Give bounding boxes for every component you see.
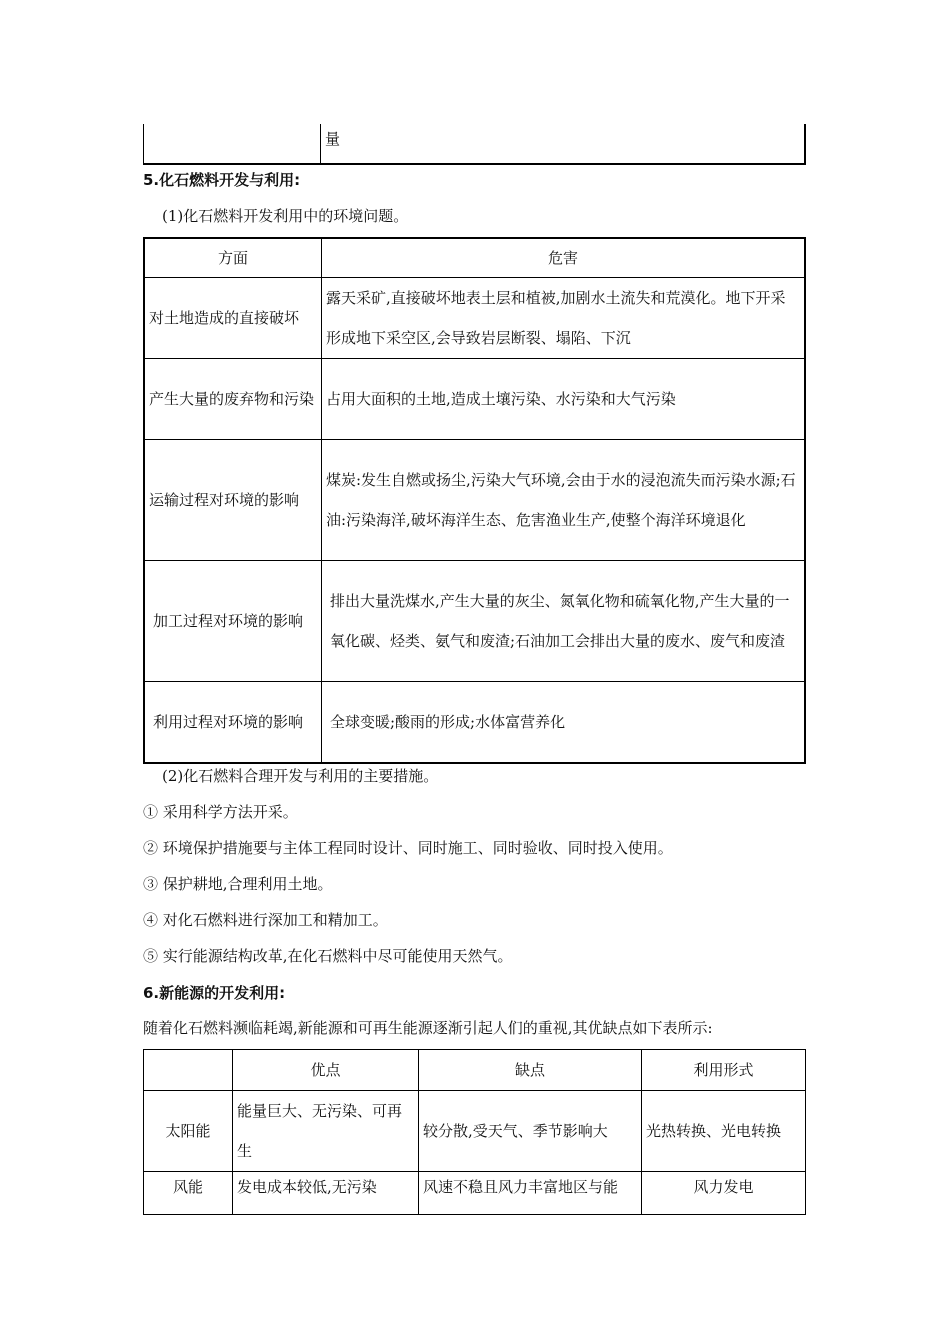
table-row bbox=[144, 1172, 806, 1215]
header-empty bbox=[144, 1050, 233, 1091]
section5-heading: 5.化石燃料开发与利用: bbox=[143, 171, 301, 189]
harm-cell: 全球变暖;酸雨的形成;水体富营养化 bbox=[322, 682, 806, 764]
table-header-row bbox=[144, 1050, 806, 1091]
header-use: 利用形式 bbox=[642, 1050, 806, 1091]
table-header-row bbox=[144, 238, 805, 278]
table-row bbox=[144, 278, 805, 359]
header-cons: 缺点 bbox=[419, 1050, 642, 1091]
table-cell bbox=[144, 124, 321, 164]
table-row bbox=[144, 682, 805, 764]
aspect-cell: 利用过程对环境的影响 bbox=[144, 682, 322, 764]
cons-cell: 风速不稳且风力丰富地区与能 bbox=[419, 1172, 642, 1215]
measure-item: ④ 对化石燃料进行深加工和精加工。 bbox=[143, 911, 388, 929]
header-aspect: 方面 bbox=[144, 238, 322, 278]
aspect-cell: 产生大量的废弃物和污染 bbox=[144, 359, 322, 440]
aspect-cell: 对土地造成的直接破坏 bbox=[144, 278, 322, 359]
table-row bbox=[144, 440, 805, 561]
table-row bbox=[144, 561, 805, 682]
section6-intro: 随着化石燃料濒临耗竭,新能源和可再生能源逐渐引起人们的重视,其优缺点如下表所示: bbox=[143, 1019, 713, 1037]
environment-issues-table bbox=[143, 237, 806, 764]
table-row bbox=[144, 124, 806, 164]
harm-cell: 占用大面积的土地,造成土壤污染、水污染和大气污染 bbox=[322, 359, 806, 440]
measure-item: ① 采用科学方法开采。 bbox=[143, 803, 298, 821]
pros-cell: 能量巨大、无污染、可再生 bbox=[233, 1091, 419, 1172]
new-energy-table bbox=[143, 1049, 806, 1215]
aspect-cell: 加工过程对环境的影响 bbox=[144, 561, 322, 682]
harm-cell: 煤炭:发生自燃或扬尘,污染大气环境,会由于水的浸泡流失而污染水源;石油:污染海洋,破坏海洋生态、危害渔业生产,使整个海洋环境退化 bbox=[322, 440, 806, 561]
use-cell: 光热转换、光电转换 bbox=[642, 1091, 806, 1172]
measure-item: ⑤ 实行能源结构改革,在化石燃料中尽可能使用天然气。 bbox=[143, 947, 513, 965]
table-row bbox=[144, 1091, 806, 1172]
table-cell: 量 bbox=[321, 124, 806, 164]
energy-name-cell: 太阳能 bbox=[144, 1091, 233, 1172]
section5-sub1: (1)化石燃料开发利用中的环境问题。 bbox=[162, 207, 409, 225]
measure-item: ③ 保护耕地,合理利用土地。 bbox=[143, 875, 333, 893]
cons-cell: 较分散,受天气、季节影响大 bbox=[419, 1091, 642, 1172]
section6-heading: 6.新能源的开发利用: bbox=[143, 984, 286, 1002]
continued-table bbox=[143, 124, 806, 165]
aspect-cell: 运输过程对环境的影响 bbox=[144, 440, 322, 561]
section5-sub2: (2)化石燃料合理开发与利用的主要措施。 bbox=[162, 767, 439, 785]
measure-item: ② 环境保护措施要与主体工程同时设计、同时施工、同时验收、同时投入使用。 bbox=[143, 839, 673, 857]
use-cell: 风力发电 bbox=[642, 1172, 806, 1215]
pros-cell: 发电成本较低,无污染 bbox=[233, 1172, 419, 1215]
header-harm: 危害 bbox=[322, 238, 806, 278]
energy-name-cell: 风能 bbox=[144, 1172, 233, 1215]
harm-cell: 露天采矿,直接破坏地表土层和植被,加剧水土流失和荒漠化。地下开采形成地下采空区,会导致岩层断裂、塌陷、下沉 bbox=[322, 278, 806, 359]
header-pros: 优点 bbox=[233, 1050, 419, 1091]
harm-cell: 排出大量洗煤水,产生大量的灰尘、氮氧化物和硫氧化物,产生大量的一氧化碳、烃类、氨气和废渣;石油加工会排出大量的废水、废气和废渣 bbox=[322, 561, 806, 682]
table-row bbox=[144, 359, 805, 440]
